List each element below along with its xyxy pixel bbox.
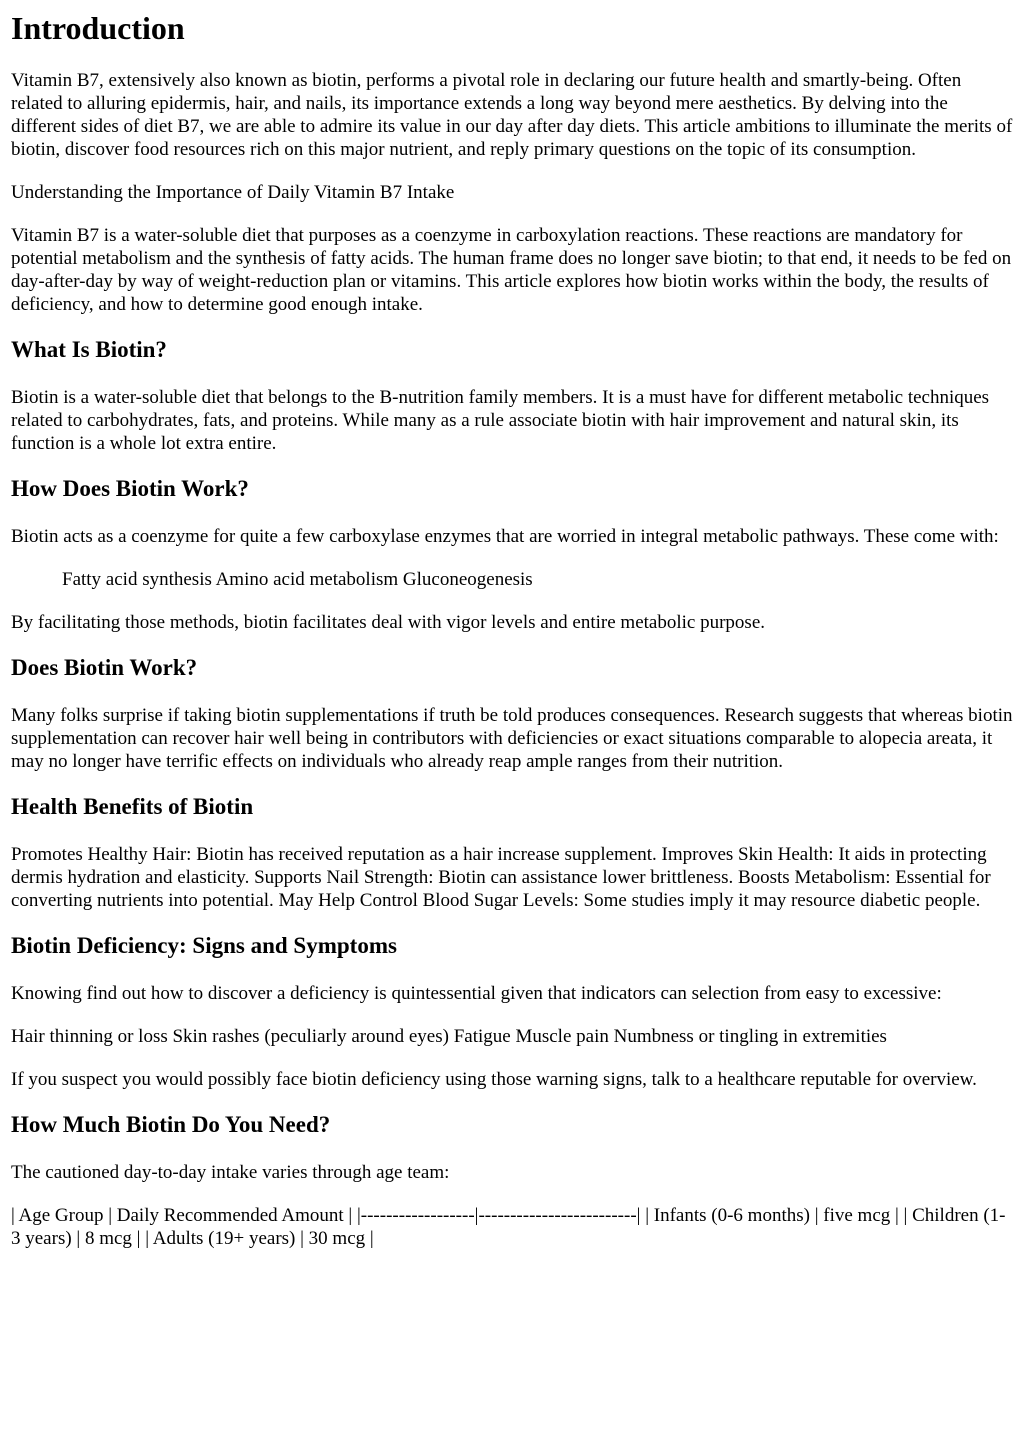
how-biotin-works-paragraph: Biotin acts as a coenzyme for quite a few carboxylase enzymes that are worried in integral metabolic pathways. These come with: [11,526,999,547]
intro-paragraph-1: Vitamin B7, extensively also known as biotin, performs a pivotal role in declaring our future health and smartly-being. Often related to alluring epidermis, hair, and nails, its importance extends a long way beyond mere aesthetics. By delving into the different sides of diet B7, we are able to admire its value in our day after day diets. This article ambitions to illuminate the merits of biotin, discover food resources rich on this major nutrient, and reply primary questions on the topic of its consumption. [11,70,1013,160]
introduction-heading: Introduction [11,10,185,46]
health-benefits-heading: Health Benefits of Biotin [11,794,254,819]
deficiency-paragraph-1: Knowing find out how to discover a deficiency is quintessential given that indicators can selection from easy to excessive: [11,983,942,1004]
does-biotin-work-paragraph: Many folks surprise if taking biotin supplementations if truth be told produces consequences. Research suggests that whereas biotin supplementation can recover hair well being in contributors with deficiencies or exact situations comparable to alopecia areata, it may no longer have terrific effects on individuals who already reap ample ranges from their nutrition. [11,705,1013,772]
does-biotin-work-heading: Does Biotin Work? [11,655,198,680]
health-benefits-paragraph: Promotes Healthy Hair: Biotin has received reputation as a hair increase supplement. Improves Skin Health: It aids in protecting dermis hydration and elasticity. Supports Nail Strength: Biotin can assistance lower brittleness. Boosts Metabolism: Essential for converting nutrients into potential. May Help Control Blood Sugar Levels: Some studies imply it may resource diabetic people. [11,844,991,911]
intro-paragraph-2: Understanding the Importance of Daily Vitamin B7 Intake [11,182,455,203]
what-is-biotin-heading: What Is Biotin? [11,337,167,362]
how-much-biotin-heading: How Much Biotin Do You Need? [11,1112,331,1137]
intake-table-text: | Age Group | Daily Recommended Amount | |------------------|-------------------------| | Infants (0-6 months) | five mcg | | Children (1-3 years) | 8 mcg | | Adults (19+ years) | 30 mcg | [11,1205,1006,1249]
deficiency-paragraph-3: If you suspect you would possibly face biotin deficiency using those warning signs, talk to a healthcare reputable for overview. [11,1069,977,1090]
deficiency-heading: Biotin Deficiency: Signs and Symptoms [11,933,397,958]
intro-paragraph-3: Vitamin B7 is a water-soluble diet that purposes as a coenzyme in carboxylation reactions. These reactions are mandatory for potential metabolism and the synthesis of fatty acids. The human frame does no longer save biotin; to that end, it needs to be fed on day-after-day by way of weight-reduction plan or vitamins. This article explores how biotin works within the body, the results of deficiency, and how to determine good enough intake. [11,225,1012,315]
what-is-biotin-paragraph: Biotin is a water-soluble diet that belongs to the B-nutrition family members. It is a must have for different metabolic techniques related to carbohydrates, fats, and proteins. While many as a rule associate biotin with hair improvement and natural skin, its function is a whole lot extra entire. [11,387,990,454]
article [0,10,1024,1250]
pathways-blockquote: Fatty acid synthesis Amino acid metabolism Gluconeogenesis [62,569,533,590]
how-biotin-works-summary: By facilitating those methods, biotin facilitates deal with vigor levels and entire metabolic purpose. [11,612,765,633]
deficiency-symptoms-list: Hair thinning or loss Skin rashes (peculiarly around eyes) Fatigue Muscle pain Numbness or tingling in extremities [11,1026,887,1047]
how-much-biotin-paragraph: The cautioned day-to-day intake varies through age team: [11,1162,450,1183]
how-biotin-works-heading: How Does Biotin Work? [11,476,249,501]
